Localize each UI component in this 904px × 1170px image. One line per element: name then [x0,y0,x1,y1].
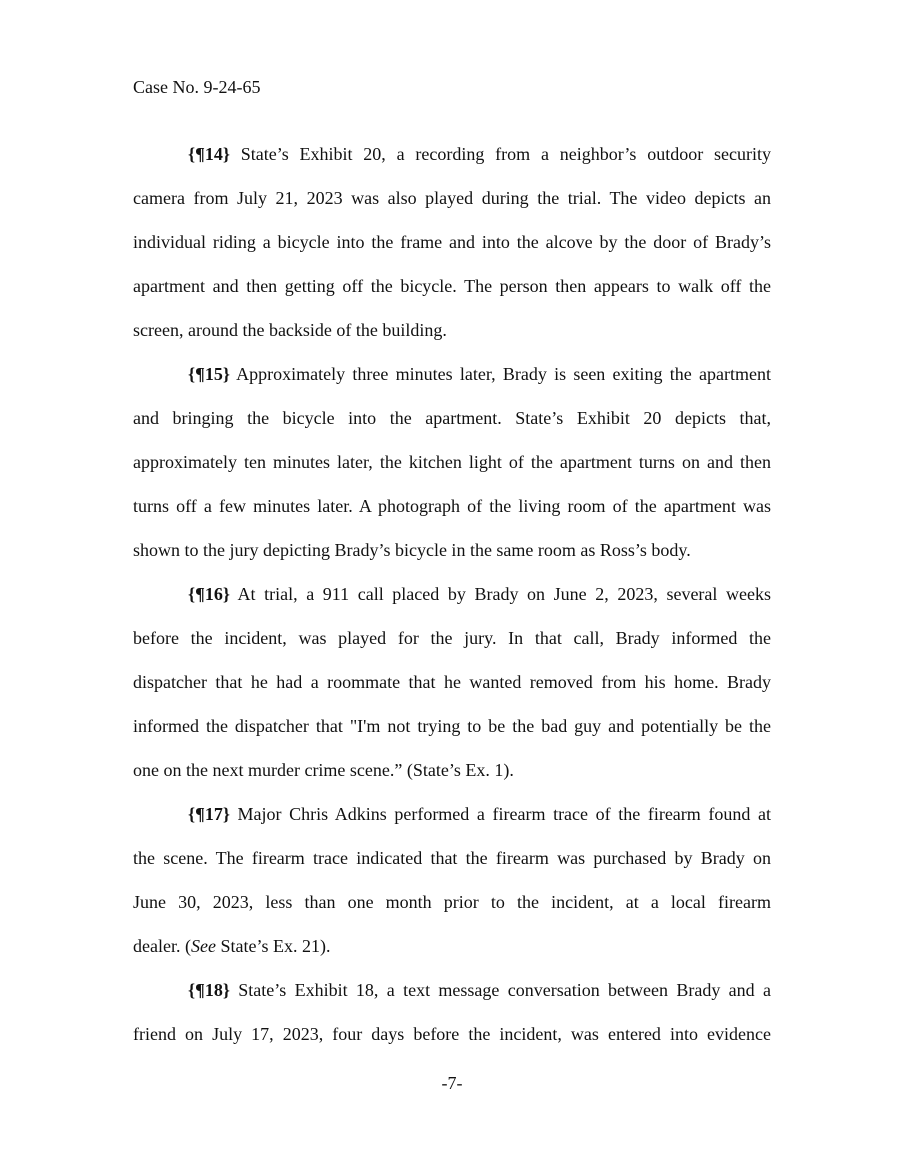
paragraph-line: shown to the jury depicting Brady’s bicycle in the same room as Ross’s body. [133,540,691,560]
paragraph-16 [133,582,771,802]
document-body [133,142,771,1066]
paragraph-line: {¶17} Major Chris Adkins performed a firearm trace of the firearm found at [188,804,771,824]
paragraph-14 [133,142,771,362]
paragraph-line: approximately ten minutes later, the kitchen light of the apartment turns on and then [133,452,771,472]
paragraph-number: {¶17} [188,804,230,824]
paragraph-line: apartment and then getting off the bicycle. The person then appears to walk off the [133,276,771,296]
paragraph-line: one on the next murder crime scene.” (State’s Ex. 1). [133,760,514,780]
paragraph-17 [133,802,771,978]
paragraph-line: informed the dispatcher that "I'm not trying to be the bad guy and potentially be the [133,716,771,736]
paragraph-line: {¶15} Approximately three minutes later, Brady is seen exiting the apartment [188,364,771,384]
paragraph-line: screen, around the backside of the building. [133,320,447,340]
paragraph-line: dealer. (See State’s Ex. 21). [133,936,331,956]
paragraph-line: {¶18} State’s Exhibit 18, a text message conversation between Brady and a [188,980,771,1000]
paragraph-number: {¶18} [188,980,230,1000]
paragraph-line: {¶16} At trial, a 911 call placed by Brady on June 2, 2023, several weeks [188,584,771,604]
paragraph-line: {¶14} State’s Exhibit 20, a recording from a neighbor’s outdoor security [188,144,771,164]
paragraph-line: friend on July 17, 2023, four days before the incident, was entered into evidence [133,1024,771,1044]
case-number-header: Case No. 9-24-65 [133,77,261,97]
paragraph-number: {¶14} [188,144,230,164]
paragraph-line: June 30, 2023, less than one month prior to the incident, at a local firearm [133,892,771,912]
paragraph-line: and bringing the bicycle into the apartment. State’s Exhibit 20 depicts that, [133,408,771,428]
page-number: -7- [441,1073,463,1093]
paragraph-18 [133,978,771,1066]
paragraph-line: individual riding a bicycle into the frame and into the alcove by the door of Brady’s [133,232,771,252]
paragraph-line: before the incident, was played for the jury. In that call, Brady informed the [133,628,771,648]
paragraph-line: the scene. The firearm trace indicated that the firearm was purchased by Brady on [133,848,771,868]
paragraph-line: dispatcher that he had a roommate that he wanted removed from his home. Brady [133,672,771,692]
citation-signal: See [190,936,216,956]
paragraph-number: {¶15} [188,364,230,384]
paragraph-number: {¶16} [188,584,230,604]
paragraph-15 [133,362,771,582]
paragraph-line: turns off a few minutes later. A photograph of the living room of the apartment was [133,496,771,516]
paragraph-line: camera from July 21, 2023 was also played during the trial. The video depicts an [133,188,771,208]
